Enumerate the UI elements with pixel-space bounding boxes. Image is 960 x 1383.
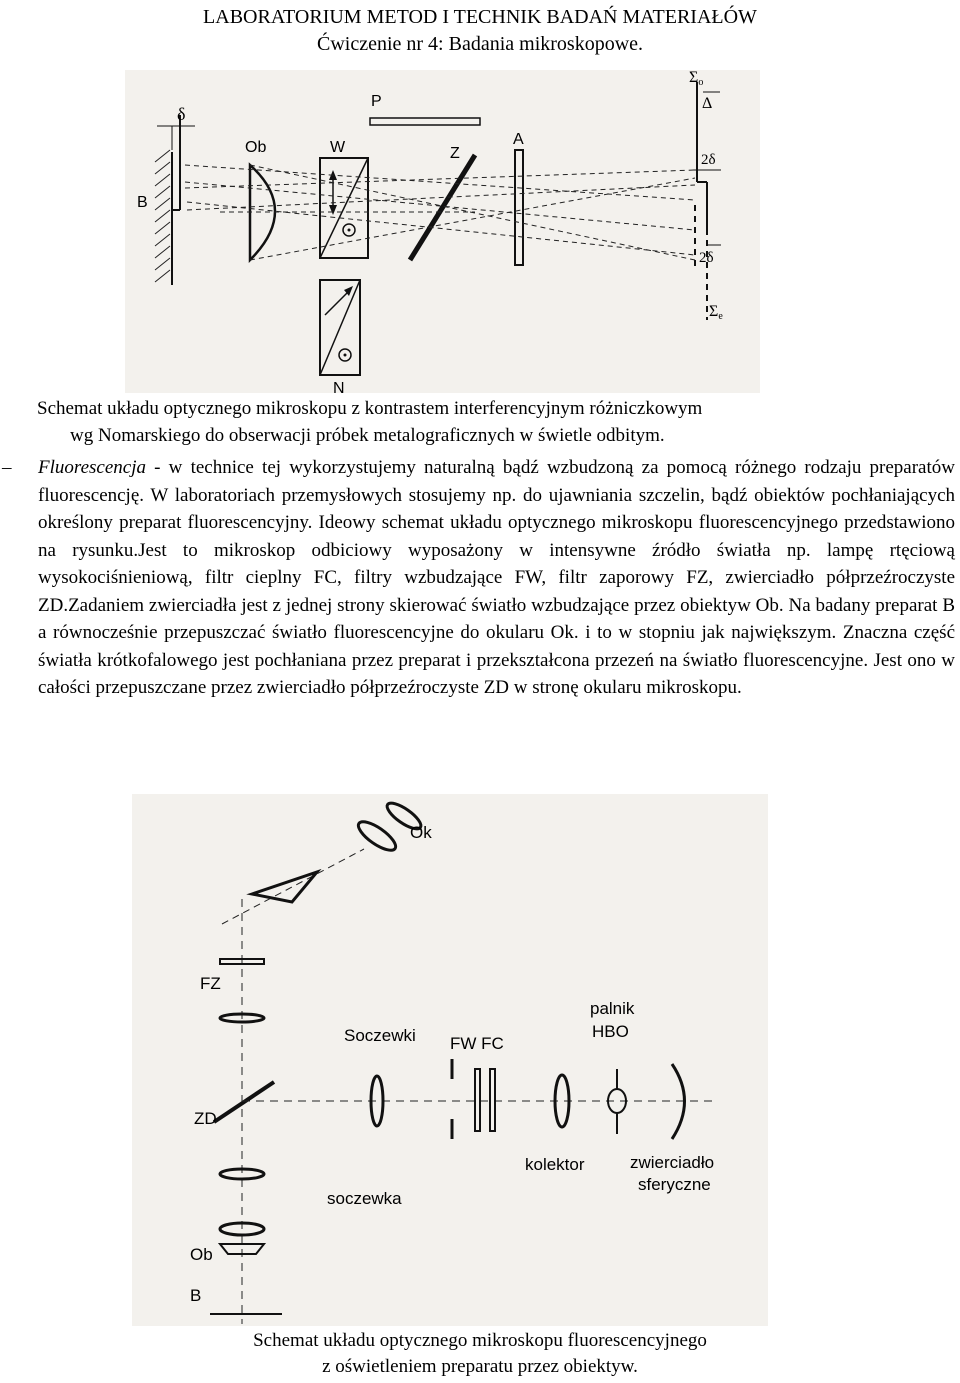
label-zwierciadlo: zwierciadło — [630, 1153, 715, 1172]
document-title: LABORATORIUM METOD I TECHNIK BADAŃ MATERIAŁÓW — [203, 6, 757, 28]
deflecting-prism — [252, 872, 317, 902]
label-zd: ZD — [194, 1109, 217, 1128]
fluorescence-paragraph — [2, 454, 955, 702]
label-ob: Ob — [190, 1245, 213, 1264]
label-hbo: HBO — [592, 1022, 629, 1041]
polarizer-p — [370, 118, 480, 125]
list-dash: – — [2, 457, 12, 478]
lens-soczewka — [220, 1169, 264, 1179]
figure1-caption-line1: Schemat układu optycznego mikroskopu z kontrastem interferencyjnym różniczkowym — [37, 398, 703, 419]
heat-filter-fc — [490, 1069, 495, 1131]
label-n: N — [333, 380, 345, 393]
label-ok: Ok — [410, 823, 432, 842]
dichroic-mirror-zd — [214, 1082, 274, 1122]
exercise-title: Ćwiczenie nr 4: Badania mikroskopowe. — [316, 33, 644, 55]
figure2-caption-line1: Schemat układu optycznego mikroskopu fluorescencyjnego — [253, 1330, 707, 1351]
nomarski-diagram — [125, 70, 760, 393]
specimen-b — [155, 115, 180, 285]
image-plane — [693, 82, 721, 320]
label-b: B — [190, 1286, 202, 1305]
figure1-caption-line2: wg Nomarskiego do obserwacji próbek metalograficznych w świetle odbitym. — [70, 425, 665, 446]
half-mirror-z — [410, 155, 475, 260]
label-fw-fc: FW FC — [450, 1034, 504, 1053]
paragraph-body: - w technice tej wykorzystujemy naturalną bądź wzbudzoną za pomocą różnego rodzaju preparatów fluorescencję. W laboratoriach przemysłowych stosujemy np. do ujawniania szczelin, bądź obiektów pochłaniających określony preparat fluorescencyjny. Ideowy schemat układu optycznego mikroskopu fluorescencyjnego przedstawiono na rysunku.Jest to mikroskop odbiciowy wyposażony w intensywne źródło światła np. lampę rtęciową wysokociśnieniową, filtr cieplny FC, filtry wzbudzające FW, filtr zaporowy FZ, zwierciadło półprzeźroczyste ZD.Zadaniem zwierciadła jest z jednej strony skierować światło wzbudzające przez obiektyw Ob. Na badany preparat B a równocześnie przepuszczać światło fluorescencyjne do okularu Ok. i to w stopniu jak największym. Znaczna część światła krótkofalowego jest pochłaniana przez preparat i przekształcona przezeń na światło fluorescencyjne. Jest ono w całości przepuszczane przez zwierciadło półprzeźroczyste ZD w stronę okularu mikroskopu. — [38, 457, 955, 698]
label-b: B — [137, 194, 148, 211]
figure2-caption-line2: z oświetleniem preparatu przez obiektyw. — [322, 1356, 638, 1377]
label-palnik: palnik — [590, 999, 635, 1018]
label-delta-big: Δ — [702, 95, 713, 112]
label-sigma-bottom: Σe — [709, 303, 723, 322]
label-p: P — [371, 93, 382, 110]
label-sigma-top: Σo — [689, 70, 704, 88]
label-z: Z — [450, 145, 460, 162]
fluorescence-diagram — [132, 794, 768, 1326]
term-fluorescencja: Fluorescencja — [38, 457, 146, 478]
label-ob: Ob — [245, 139, 267, 156]
label-kolektor: kolektor — [525, 1155, 585, 1174]
label-soczewka: soczewka — [327, 1189, 402, 1208]
label-delta: δ — [177, 104, 186, 124]
label-2delta-top: 2δ — [701, 152, 716, 168]
label-fz: FZ — [200, 974, 221, 993]
label-a: A — [513, 131, 524, 148]
objective-lens — [250, 165, 275, 260]
excitation-filter-fw — [475, 1069, 480, 1131]
label-2delta-bottom: 2δ — [699, 250, 714, 266]
label-sferyczne: sferyczne — [638, 1175, 711, 1194]
label-w: W — [330, 139, 346, 156]
nomarski-diagram-drawing — [125, 70, 760, 393]
analyzer-a — [515, 150, 523, 265]
label-soczewki: Soczewki — [344, 1026, 416, 1045]
fluorescence-diagram-drawing — [132, 794, 768, 1326]
